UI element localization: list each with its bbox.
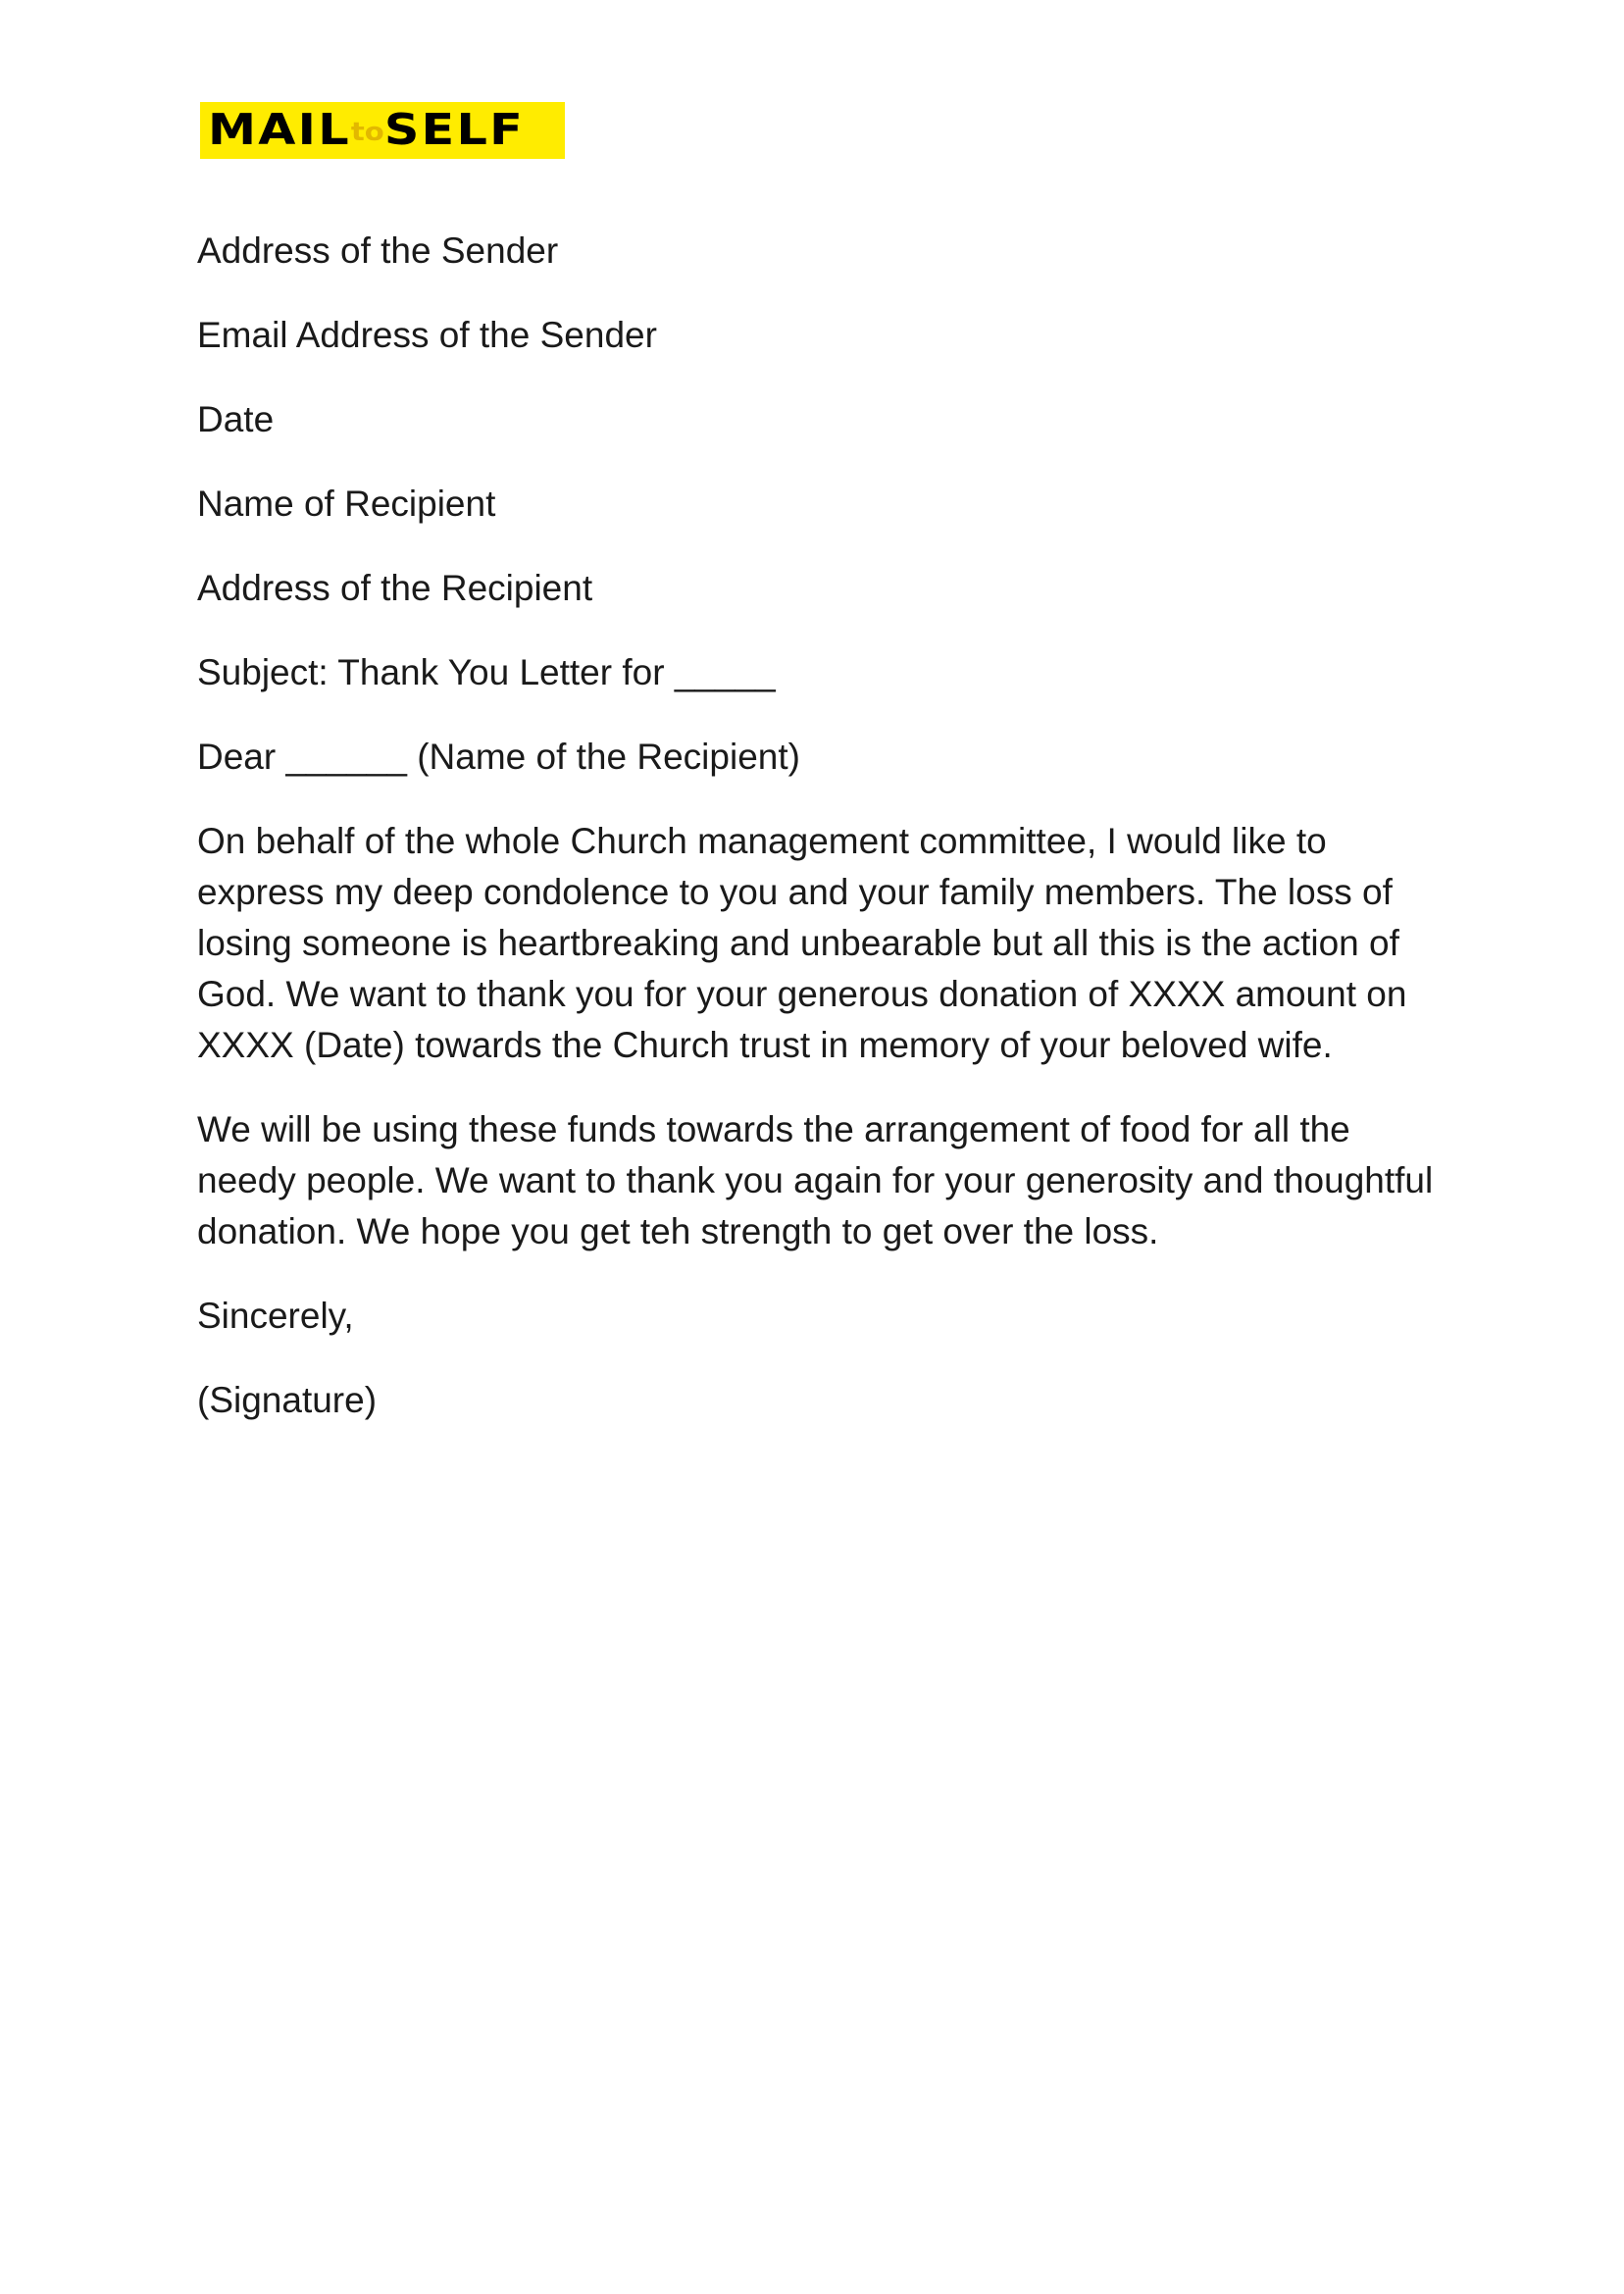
logo-to-text: to: [350, 118, 384, 147]
letter-body: [197, 226, 1452, 1459]
recipient-address: Address of the Recipient: [197, 568, 593, 608]
logo-self-text: SELF: [383, 105, 525, 155]
recipient-name: Name of Recipient: [197, 484, 496, 524]
body-paragraph-2: We will be using these funds towards the arrangement of food for all the needy people. We want to thank you again for your generosity and thoughtful donation. We hope you get teh strength to get over the loss.: [197, 1109, 1434, 1251]
signature-placeholder: (Signature): [197, 1380, 378, 1420]
logo-wordmark: [208, 105, 525, 155]
logo-mail-text: MAIL: [208, 105, 351, 155]
body-paragraph-1: On behalf of the whole Church management committee, I would like to express my deep condolence to you and your family members. The loss of losing someone is heartbreaking and unbearable but all this is the action of God. We want to thank you for your generous donation of XXXX amount on XXXX (Date) towards the Church trust in memory of your beloved wife.: [197, 821, 1407, 1065]
letter-subject: Subject: Thank You Letter for _____: [197, 652, 776, 692]
sender-address: Address of the Sender: [197, 230, 559, 271]
salutation: Dear ______ (Name of the Recipient): [197, 737, 800, 777]
closing: Sincerely,: [197, 1296, 354, 1336]
sender-email: Email Address of the Sender: [197, 315, 657, 355]
letter-date: Date: [197, 399, 275, 439]
mailtoself-logo: [200, 102, 565, 159]
